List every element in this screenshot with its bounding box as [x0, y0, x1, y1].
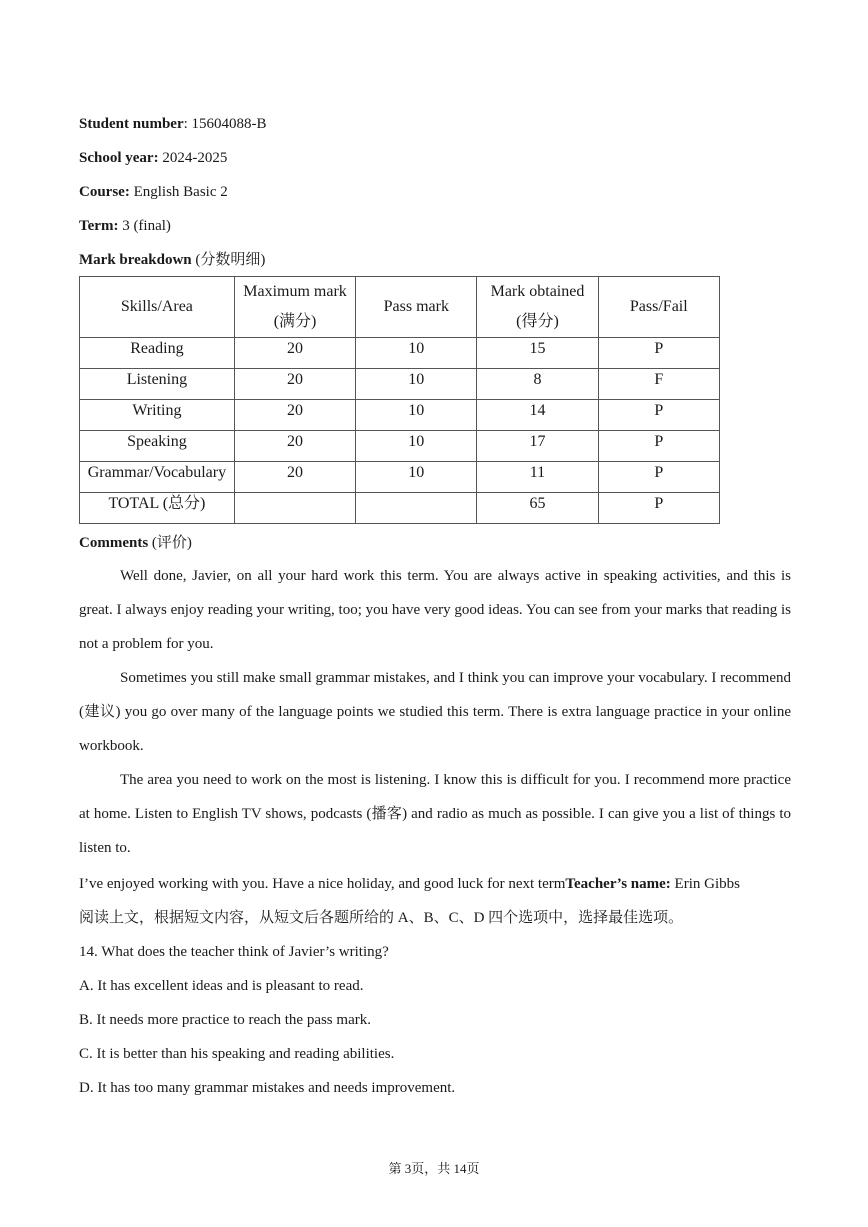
table-header-row	[80, 277, 720, 338]
total-area: TOTAL (总分)	[80, 493, 235, 524]
header-mark-obtained-cn: (得分)	[516, 313, 559, 330]
comment-paragraph-1: Well done, Javier, on all your hard work this term. You are always active in speaking activities, and this is great. I always enjoy reading your writing, too; you have very good ideas. You can see from your marks that reading is not a problem for you.	[79, 568, 791, 652]
comments-heading	[79, 533, 192, 553]
term-label: Term:	[79, 218, 119, 234]
total-max	[234, 493, 355, 524]
header-mark-obtained-en: Mark obtained	[490, 283, 585, 300]
row-pass: 10	[356, 338, 477, 369]
course-value: English Basic 2	[129, 184, 228, 200]
page-number-footer: 第 3页，共 14页	[388, 1161, 480, 1176]
row-pass: 10	[356, 462, 477, 493]
header-maximum-mark	[234, 277, 355, 338]
total-obtained: 65	[477, 493, 598, 524]
header-pass-mark: Pass mark	[356, 277, 477, 338]
term-value: 3 (final)	[118, 218, 171, 234]
table-row	[80, 462, 720, 493]
header-mark-obtained	[477, 277, 598, 338]
option-d: D. It has too many grammar mistakes and needs improvement.	[79, 1080, 456, 1096]
option-c: C. It is better than his speaking and reading abilities.	[79, 1046, 395, 1062]
table-row	[80, 369, 720, 400]
question-stem: 14. What does the teacher think of Javier’s writing?	[79, 944, 389, 960]
row-obtained: 8	[477, 369, 598, 400]
row-area: Grammar/Vocabulary	[80, 462, 235, 493]
question-instruction: 阅读上文，根据短文内容，从短文后各题所给的 A、B、C、D 四个选项中，选择最佳选项。	[79, 910, 684, 926]
header-skills-area: Skills/Area	[80, 277, 235, 338]
row-result: P	[598, 431, 719, 462]
header-maximum-mark-en: Maximum mark	[243, 283, 347, 300]
closing-line	[79, 874, 740, 894]
student-number-line	[79, 114, 267, 134]
row-max: 20	[234, 462, 355, 493]
header-maximum-mark-cn: (满分)	[273, 313, 317, 330]
row-pass: 10	[356, 400, 477, 431]
mark-breakdown-label: Mark breakdown	[79, 252, 192, 268]
mark-breakdown-cn: (分数明细)	[191, 252, 266, 268]
option-b: B. It needs more practice to reach the pass mark.	[79, 1012, 371, 1028]
comment-paragraph-2: Sometimes you still make small grammar mistakes, and I think you can improve your vocabulary. I recommend (建议) you go over many of the language points we studied this term. There is extra language practice in your online workbook.	[79, 670, 791, 754]
row-area: Listening	[80, 369, 235, 400]
row-pass: 10	[356, 369, 477, 400]
teacher-name-label: Teacher’s name:	[565, 876, 671, 892]
table-row	[80, 400, 720, 431]
row-area: Reading	[80, 338, 235, 369]
row-max: 20	[234, 431, 355, 462]
student-number-label: Student number	[79, 116, 184, 132]
total-pass	[356, 493, 477, 524]
comments-label: Comments	[79, 535, 149, 551]
table-row	[80, 338, 720, 369]
course-line	[79, 182, 228, 202]
mark-breakdown-table	[79, 276, 720, 524]
table-total-row	[80, 493, 720, 524]
closing-text: I’ve enjoyed working with you. Have a nice holiday, and good luck for next term	[79, 876, 566, 892]
row-obtained: 14	[477, 400, 598, 431]
row-obtained: 17	[477, 431, 598, 462]
comments-label-cn: (评价)	[148, 535, 192, 551]
student-number-value: : 15604088-B	[183, 116, 267, 132]
row-max: 20	[234, 338, 355, 369]
school-year-label: School year:	[79, 150, 159, 166]
row-obtained: 11	[477, 462, 598, 493]
row-area: Speaking	[80, 431, 235, 462]
teacher-name-value: Erin Gibbs	[670, 876, 740, 892]
course-label: Course:	[79, 184, 130, 200]
header-pass-fail: Pass/Fail	[598, 277, 719, 338]
term-line	[79, 216, 171, 236]
row-result: P	[598, 338, 719, 369]
row-area: Writing	[80, 400, 235, 431]
comment-paragraph-3: The area you need to work on the most is listening. I know this is difficult for you. I recommend more practice at home. Listen to English TV shows, podcasts (播客) and radio as much as possible. I can give you a list of things to listen to.	[79, 772, 791, 856]
row-obtained: 15	[477, 338, 598, 369]
row-pass: 10	[356, 431, 477, 462]
row-result: P	[598, 462, 719, 493]
school-year-value: 2024-2025	[158, 150, 228, 166]
table-row	[80, 431, 720, 462]
row-result: F	[598, 369, 719, 400]
row-max: 20	[234, 400, 355, 431]
option-a: A. It has excellent ideas and is pleasant to read.	[79, 978, 364, 994]
total-result: P	[598, 493, 719, 524]
row-result: P	[598, 400, 719, 431]
school-year-line	[79, 148, 227, 168]
mark-breakdown-heading	[79, 250, 265, 270]
row-max: 20	[234, 369, 355, 400]
